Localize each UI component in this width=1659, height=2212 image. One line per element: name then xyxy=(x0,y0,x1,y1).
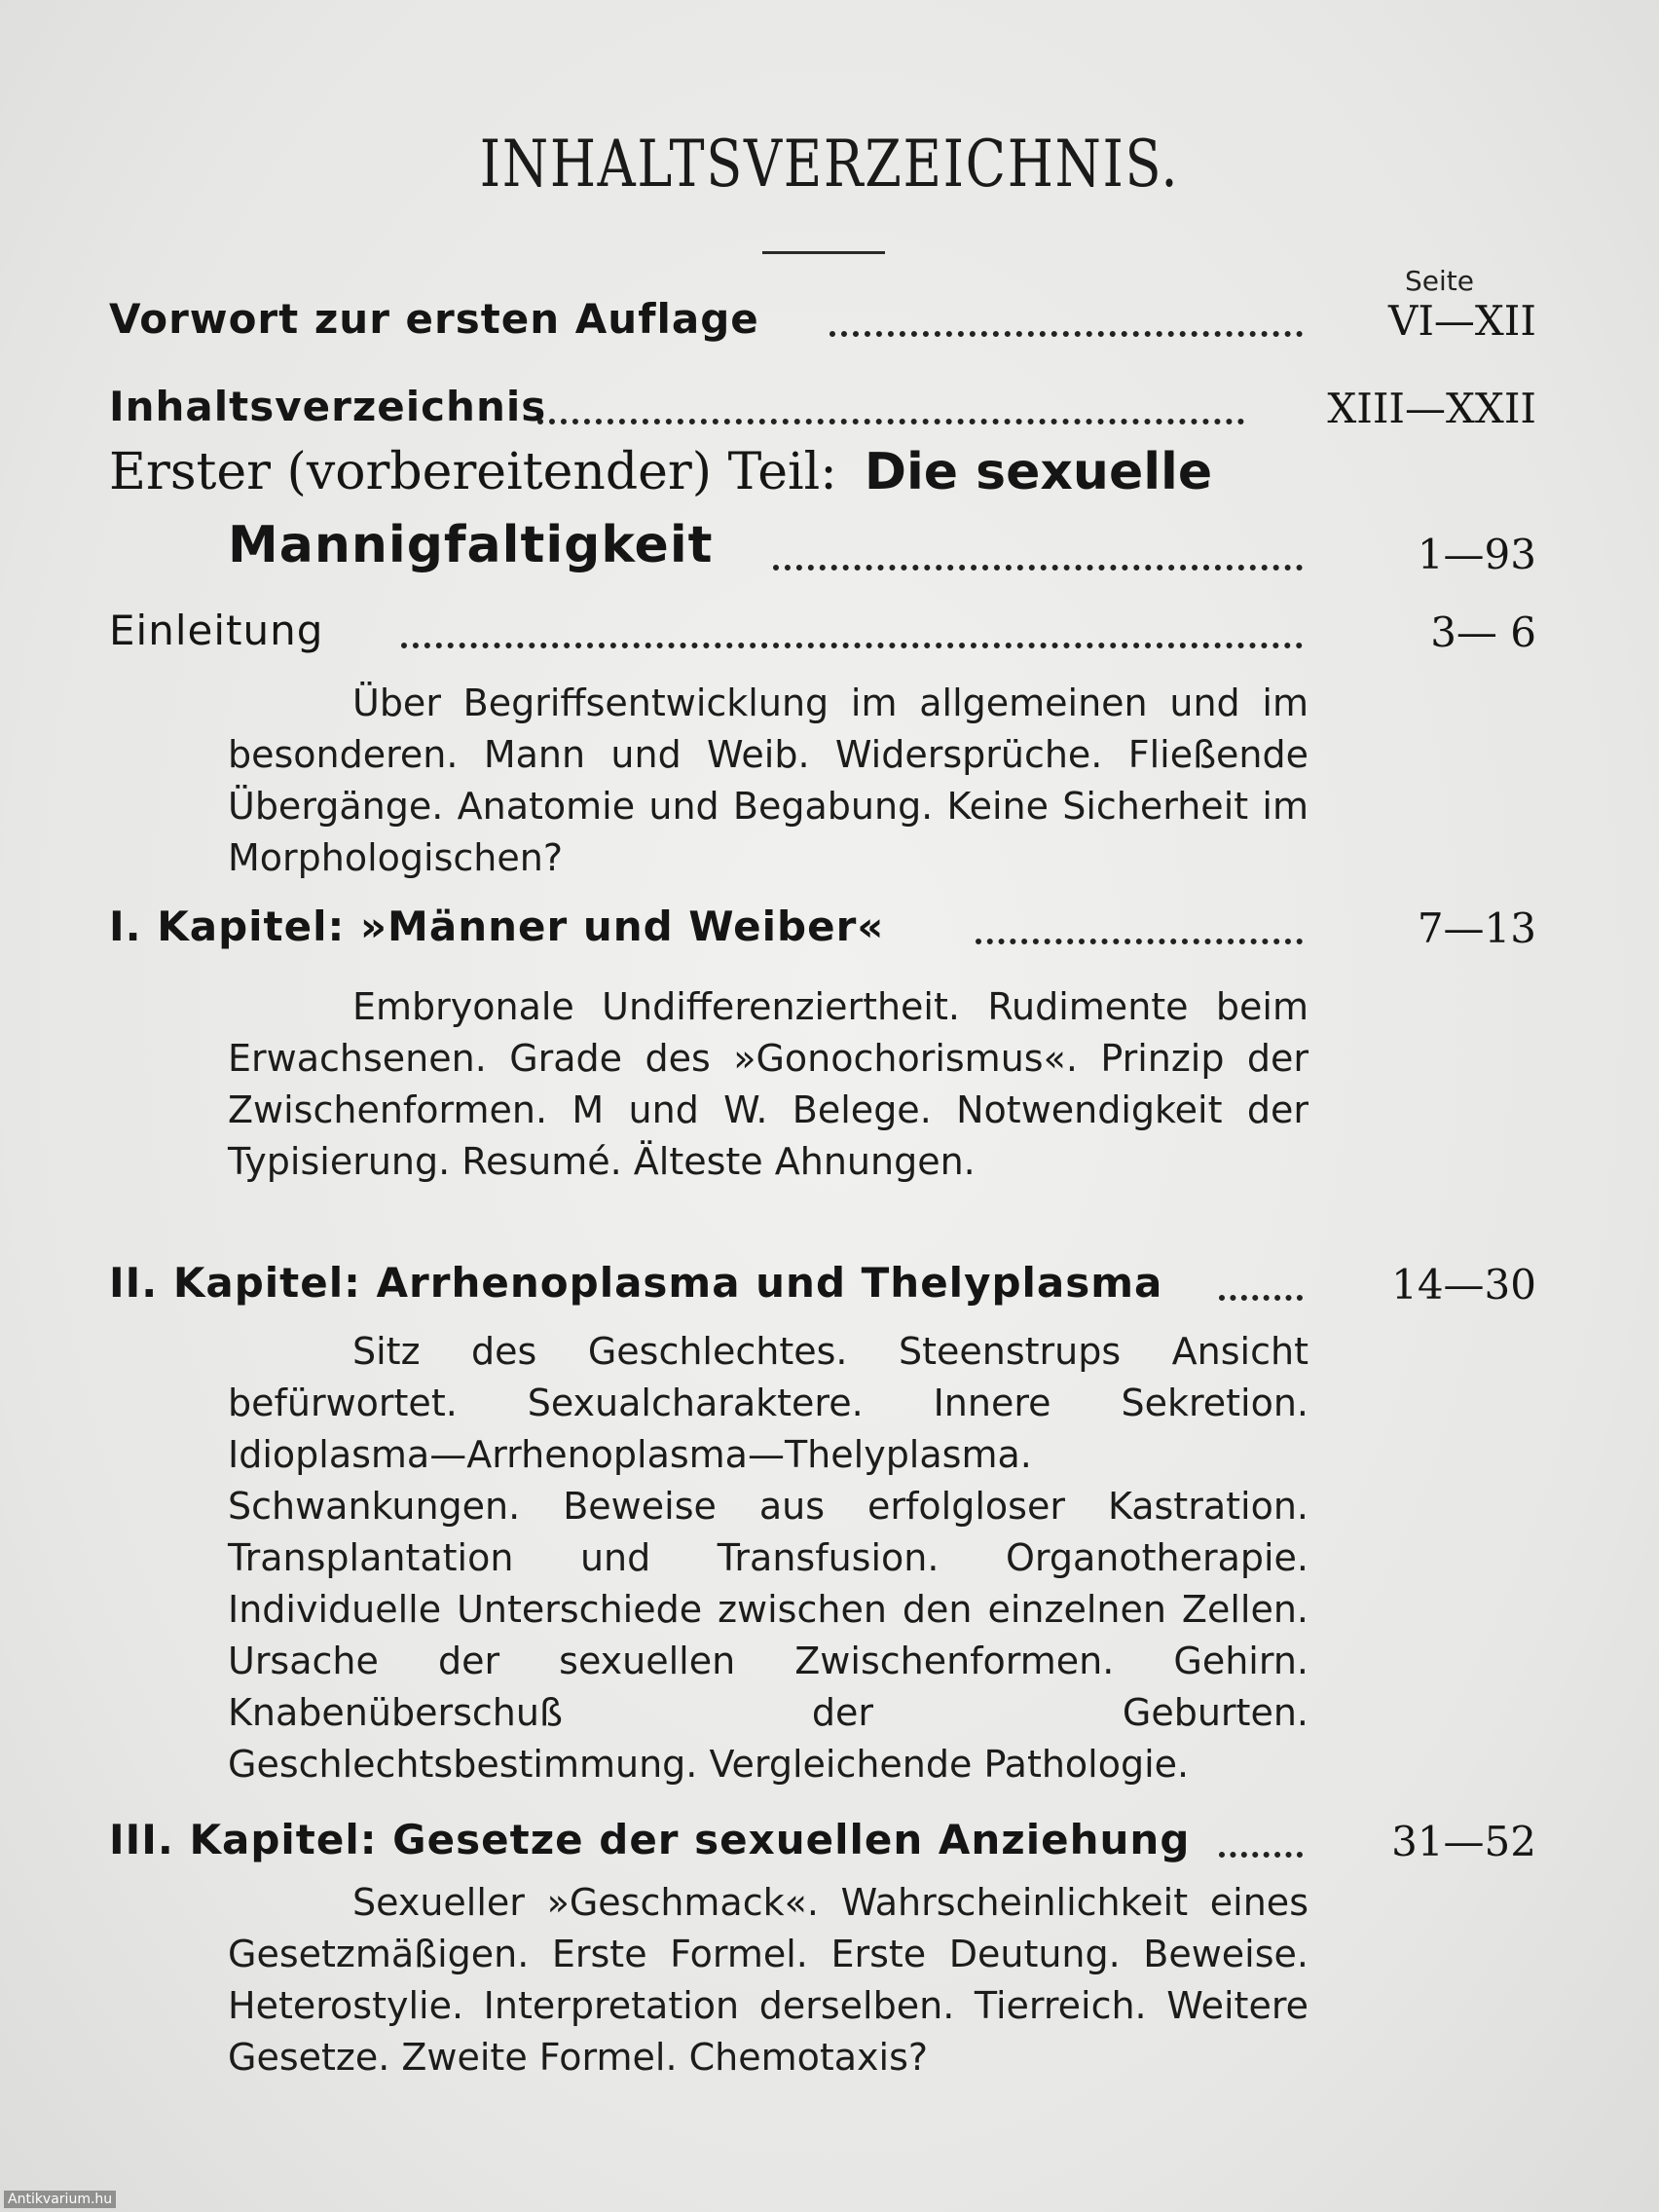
toc-summary-kapitel-1: Embryonale Undifferenziertheit. Rudimente beim Erwachsenen. Grade des »Gonochorismus«. Prinzip der Zwischenformen. M und W. Belege. Notwendigkeit der Typisierung. Resumé. Älteste Ahnungen. xyxy=(228,985,1309,1183)
toc-leader-dots xyxy=(830,312,1303,337)
toc-entry-kapitel-1 xyxy=(109,900,1536,958)
toc-entry-label: III. Kapitel: Gesetze der sexuellen Anziehung xyxy=(109,1816,1191,1863)
toc-entry-kapitel-2 xyxy=(109,1256,1536,1314)
toc-entry-pages: 7—13 xyxy=(1417,904,1536,952)
part-label: Erster (vorbereitender) Teil: xyxy=(109,443,837,501)
toc-leader-dots xyxy=(976,919,1303,944)
toc-entry-pages: 1—93 xyxy=(1417,531,1536,578)
toc-entry-pages: VI—XII xyxy=(1387,297,1536,345)
toc-entry-kapitel-3 xyxy=(109,1813,1536,1871)
toc-entry-pages: XIII—XXII xyxy=(1327,385,1536,432)
seite-column-label: Seite xyxy=(1405,265,1474,297)
toc-summary-kapitel-3: Sexueller »Geschmack«. Wahrscheinlichkeit eines Gesetzmäßigen. Erste Formel. Erste Deutung. Beweise. Heterostylie. Interpretation derselben. Tierreich. Weitere Gesetze. Zweite Formel. Chemotaxis? xyxy=(228,1881,1309,2079)
part-title-line2: Mannigfaltigkeit xyxy=(228,516,714,574)
toc-entry-teil1 xyxy=(228,516,1536,584)
watermark: Antikvarium.hu xyxy=(4,2191,116,2208)
toc-entry-pages: 3— 6 xyxy=(1430,608,1536,656)
toc-summary-kapitel-2: Sitz des Geschlechtes. Steenstrups Ansicht befürwortet. Sexualcharaktere. Innere Sekretion. Idioplasma—Arrhenoplasma—Thelyplasma. Schwankungen. Beweise aus erfolgloser Kastration. Transplantation und Transfusion. Organotherapie. Individuelle Unterschiede zwischen den einzelnen Zellen. Ursache der sexuellen Zwischenformen. Gehirn. Knabenüberschuß der Geburten. Geschlechtsbestimmung. Vergleichende Pathologie. xyxy=(228,1330,1309,1786)
toc-entry-vorwort xyxy=(109,292,1536,350)
toc-leader-dots xyxy=(401,623,1303,648)
toc-entry-einleitung xyxy=(109,604,1536,662)
toc-leader-dots xyxy=(1219,1275,1303,1301)
part-title-line1: Die sexuelle xyxy=(864,443,1213,501)
toc-part-heading xyxy=(109,443,1307,501)
toc-leader-dots xyxy=(773,545,1303,571)
toc-entry-label: Einleitung xyxy=(109,607,324,654)
toc-entry-pages: 14—30 xyxy=(1391,1261,1536,1309)
toc-entry-pages: 31—52 xyxy=(1391,1818,1536,1865)
toc-entry-inhaltsverzeichnis xyxy=(109,380,1536,438)
toc-summary-einleitung: Über Begriffsentwicklung im allgemeinen und im besonderen. Mann und Weib. Widersprüche. Fließende Übergänge. Anatomie und Begabung. Keine Sicherheit im Morphologischen? xyxy=(228,682,1309,879)
toc-entry-label: II. Kapitel: Arrhenoplasma und Thelyplasma xyxy=(109,1259,1163,1307)
toc-entry-label: Vorwort zur ersten Auflage xyxy=(109,295,759,343)
toc-entry-label: Inhaltsverzeichnis xyxy=(109,383,547,430)
title-rule xyxy=(762,251,885,254)
toc-entry-label: I. Kapitel: »Männer und Weiber« xyxy=(109,903,885,950)
page-title: INHALTSVERZEICHNIS. xyxy=(479,127,1180,202)
toc-leader-dots xyxy=(537,399,1244,424)
toc-leader-dots xyxy=(1219,1832,1303,1858)
